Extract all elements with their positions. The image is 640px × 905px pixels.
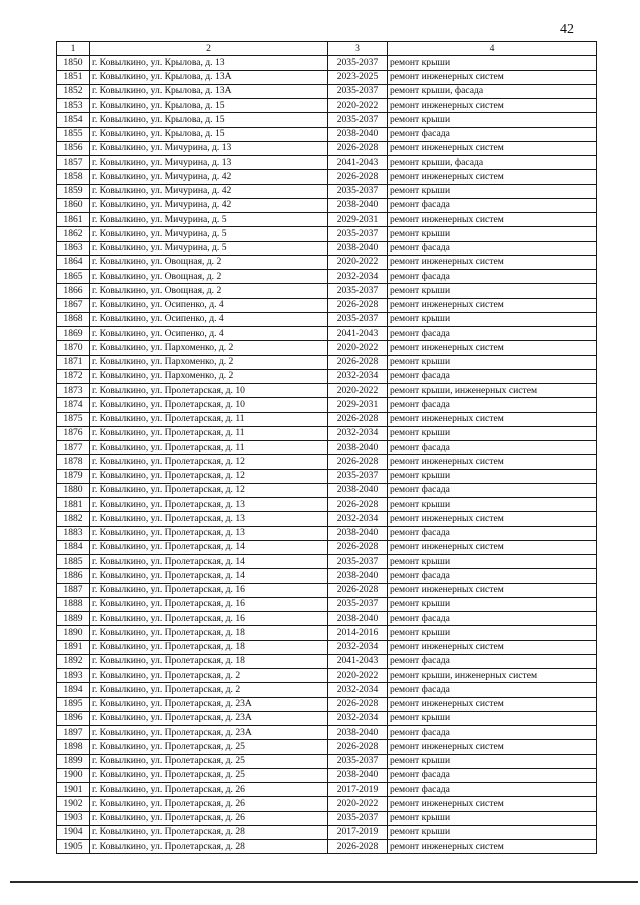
column-header-number: 1 [57, 42, 90, 56]
cell-address: г. Ковылкино, ул. Пролетарская, д. 11 [90, 426, 328, 440]
cell-row-number: 1892 [57, 654, 90, 668]
cell-work-type: ремонт фасада [388, 270, 597, 284]
cell-row-number: 1881 [57, 498, 90, 512]
table-row [57, 312, 597, 326]
cell-row-number: 1879 [57, 469, 90, 483]
column-header-period: 3 [328, 42, 388, 56]
cell-repair-period: 2026-2028 [328, 141, 388, 155]
cell-address: г. Ковылкино, ул. Пролетарская, д. 25 [90, 740, 328, 754]
cell-repair-period: 2035-2037 [328, 227, 388, 241]
table-row [57, 369, 597, 383]
cell-repair-period: 2035-2037 [328, 312, 388, 326]
cell-row-number: 1886 [57, 569, 90, 583]
cell-repair-period: 2014-2016 [328, 626, 388, 640]
cell-row-number: 1859 [57, 184, 90, 198]
table-row [57, 555, 597, 569]
table-row [57, 469, 597, 483]
cell-repair-period: 2041-2043 [328, 654, 388, 668]
cell-work-type: ремонт фасада [388, 241, 597, 255]
cell-address: г. Ковылкино, ул. Пролетарская, д. 23А [90, 726, 328, 740]
table-row [57, 583, 597, 597]
cell-address: г. Ковылкино, ул. Пролетарская, д. 12 [90, 455, 328, 469]
cell-row-number: 1850 [57, 56, 90, 70]
table-header [57, 42, 597, 56]
table-row [57, 683, 597, 697]
cell-row-number: 1903 [57, 811, 90, 825]
cell-work-type: ремонт инженерных систем [388, 412, 597, 426]
cell-repair-period: 2035-2037 [328, 284, 388, 298]
table-row [57, 569, 597, 583]
cell-row-number: 1894 [57, 683, 90, 697]
cell-repair-period: 2020-2022 [328, 341, 388, 355]
cell-address: г. Ковылкино, ул. Пролетарская, д. 25 [90, 768, 328, 782]
cell-repair-period: 2038-2040 [328, 526, 388, 540]
cell-work-type: ремонт фасада [388, 768, 597, 782]
cell-work-type: ремонт фасада [388, 612, 597, 626]
cell-address: г. Ковылкино, ул. Пролетарская, д. 10 [90, 398, 328, 412]
cell-row-number: 1870 [57, 341, 90, 355]
cell-row-number: 1857 [57, 156, 90, 170]
cell-repair-period: 2035-2037 [328, 56, 388, 70]
cell-repair-period: 2032-2034 [328, 426, 388, 440]
cell-row-number: 1888 [57, 597, 90, 611]
cell-work-type: ремонт крыши [388, 825, 597, 839]
cell-address: г. Ковылкино, ул. Мичурина, д. 42 [90, 198, 328, 212]
cell-row-number: 1867 [57, 298, 90, 312]
cell-work-type: ремонт крыши [388, 312, 597, 326]
cell-address: г. Ковылкино, ул. Пролетарская, д. 13 [90, 526, 328, 540]
cell-work-type: ремонт инженерных систем [388, 70, 597, 84]
cell-repair-period: 2020-2022 [328, 669, 388, 683]
cell-work-type: ремонт крыши, инженерных систем [388, 384, 597, 398]
cell-address: г. Ковылкино, ул. Пролетарская, д. 18 [90, 654, 328, 668]
cell-work-type: ремонт инженерных систем [388, 99, 597, 113]
cell-row-number: 1883 [57, 526, 90, 540]
cell-row-number: 1887 [57, 583, 90, 597]
cell-repair-period: 2026-2028 [328, 498, 388, 512]
cell-row-number: 1856 [57, 141, 90, 155]
cell-address: г. Ковылкино, ул. Пролетарская, д. 28 [90, 825, 328, 839]
table-row [57, 284, 597, 298]
table-row [57, 797, 597, 811]
cell-work-type: ремонт крыши [388, 469, 597, 483]
cell-work-type: ремонт крыши [388, 227, 597, 241]
cell-address: г. Ковылкино, ул. Пролетарская, д. 12 [90, 469, 328, 483]
table-row [57, 697, 597, 711]
cell-address: г. Ковылкино, ул. Пролетарская, д. 12 [90, 483, 328, 497]
cell-work-type: ремонт инженерных систем [388, 697, 597, 711]
table-row [57, 355, 597, 369]
cell-repair-period: 2038-2040 [328, 241, 388, 255]
cell-address: г. Ковылкино, ул. Пролетарская, д. 14 [90, 555, 328, 569]
cell-row-number: 1898 [57, 740, 90, 754]
cell-row-number: 1899 [57, 754, 90, 768]
table-row [57, 640, 597, 654]
cell-address: г. Ковылкино, ул. Крылова, д. 13А [90, 84, 328, 98]
cell-address: г. Ковылкино, ул. Овощная, д. 2 [90, 270, 328, 284]
cell-work-type: ремонт инженерных систем [388, 797, 597, 811]
cell-row-number: 1868 [57, 312, 90, 326]
cell-repair-period: 2029-2031 [328, 213, 388, 227]
cell-work-type: ремонт инженерных систем [388, 255, 597, 269]
cell-address: г. Ковылкино, ул. Осипенко, д. 4 [90, 327, 328, 341]
table-row [57, 498, 597, 512]
cell-address: г. Ковылкино, ул. Овощная, д. 2 [90, 255, 328, 269]
table-row [57, 213, 597, 227]
cell-repair-period: 2026-2028 [328, 355, 388, 369]
cell-row-number: 1873 [57, 384, 90, 398]
table-row [57, 654, 597, 668]
cell-address: г. Ковылкино, ул. Пархоменко, д. 2 [90, 341, 328, 355]
cell-repair-period: 2032-2034 [328, 270, 388, 284]
cell-row-number: 1877 [57, 441, 90, 455]
cell-work-type: ремонт инженерных систем [388, 455, 597, 469]
cell-work-type: ремонт крыши [388, 56, 597, 70]
cell-work-type: ремонт крыши, фасада [388, 84, 597, 98]
cell-row-number: 1862 [57, 227, 90, 241]
table-row [57, 726, 597, 740]
cell-repair-period: 2026-2028 [328, 455, 388, 469]
table-row [57, 384, 597, 398]
cell-work-type: ремонт крыши [388, 626, 597, 640]
table-row [57, 255, 597, 269]
table-row [57, 341, 597, 355]
cell-address: г. Ковылкино, ул. Мичурина, д. 42 [90, 184, 328, 198]
cell-row-number: 1874 [57, 398, 90, 412]
table-row [57, 811, 597, 825]
cell-address: г. Ковылкино, ул. Крылова, д. 15 [90, 99, 328, 113]
cell-repair-period: 2017-2019 [328, 825, 388, 839]
table-row [57, 127, 597, 141]
cell-row-number: 1851 [57, 70, 90, 84]
cell-repair-period: 2035-2037 [328, 754, 388, 768]
cell-row-number: 1866 [57, 284, 90, 298]
cell-work-type: ремонт инженерных систем [388, 512, 597, 526]
cell-work-type: ремонт крыши [388, 811, 597, 825]
cell-row-number: 1893 [57, 669, 90, 683]
cell-repair-period: 2026-2028 [328, 840, 388, 854]
cell-repair-period: 2035-2037 [328, 84, 388, 98]
cell-row-number: 1855 [57, 127, 90, 141]
page-number: 42 [560, 22, 574, 37]
cell-work-type: ремонт фасада [388, 683, 597, 697]
cell-row-number: 1869 [57, 327, 90, 341]
cell-row-number: 1885 [57, 555, 90, 569]
cell-repair-period: 2038-2040 [328, 768, 388, 782]
cell-address: г. Ковылкино, ул. Осипенко, д. 4 [90, 298, 328, 312]
cell-repair-period: 2026-2028 [328, 740, 388, 754]
cell-repair-period: 2038-2040 [328, 198, 388, 212]
cell-work-type: ремонт фасада [388, 398, 597, 412]
cell-work-type: ремонт инженерных систем [388, 213, 597, 227]
cell-repair-period: 2026-2028 [328, 583, 388, 597]
cell-work-type: ремонт инженерных систем [388, 840, 597, 854]
table-row [57, 56, 597, 70]
cell-address: г. Ковылкино, ул. Пролетарская, д. 18 [90, 640, 328, 654]
cell-address: г. Ковылкино, ул. Пархоменко, д. 2 [90, 369, 328, 383]
cell-work-type: ремонт инженерных систем [388, 583, 597, 597]
cell-row-number: 1902 [57, 797, 90, 811]
cell-work-type: ремонт инженерных систем [388, 170, 597, 184]
cell-work-type: ремонт крыши [388, 498, 597, 512]
cell-repair-period: 2017-2019 [328, 783, 388, 797]
cell-repair-period: 2026-2028 [328, 170, 388, 184]
cell-row-number: 1863 [57, 241, 90, 255]
cell-work-type: ремонт крыши [388, 184, 597, 198]
cell-repair-period: 2041-2043 [328, 327, 388, 341]
cell-address: г. Ковылкино, ул. Пролетарская, д. 26 [90, 783, 328, 797]
cell-work-type: ремонт фасада [388, 483, 597, 497]
cell-repair-period: 2032-2034 [328, 683, 388, 697]
cell-address: г. Ковылкино, ул. Крылова, д. 13А [90, 70, 328, 84]
table-row [57, 170, 597, 184]
cell-address: г. Ковылкино, ул. Осипенко, д. 4 [90, 312, 328, 326]
table-row [57, 198, 597, 212]
cell-row-number: 1860 [57, 198, 90, 212]
header-row [57, 42, 597, 56]
cell-repair-period: 2020-2022 [328, 797, 388, 811]
cell-repair-period: 2038-2040 [328, 483, 388, 497]
cell-repair-period: 2038-2040 [328, 441, 388, 455]
cell-address: г. Ковылкино, ул. Пролетарская, д. 10 [90, 384, 328, 398]
cell-work-type: ремонт инженерных систем [388, 540, 597, 554]
table-body [57, 56, 597, 854]
cell-work-type: ремонт крыши [388, 711, 597, 725]
cell-repair-period: 2026-2028 [328, 412, 388, 426]
cell-row-number: 1884 [57, 540, 90, 554]
cell-address: г. Ковылкино, ул. Крылова, д. 15 [90, 113, 328, 127]
cell-address: г. Ковылкино, ул. Пролетарская, д. 11 [90, 441, 328, 455]
cell-repair-period: 2035-2037 [328, 184, 388, 198]
cell-address: г. Ковылкино, ул. Пролетарская, д. 16 [90, 597, 328, 611]
table-row [57, 412, 597, 426]
table-row [57, 184, 597, 198]
cell-row-number: 1882 [57, 512, 90, 526]
cell-repair-period: 2020-2022 [328, 384, 388, 398]
cell-work-type: ремонт крыши [388, 355, 597, 369]
page-bottom-rule [10, 881, 638, 883]
cell-work-type: ремонт фасада [388, 327, 597, 341]
cell-row-number: 1858 [57, 170, 90, 184]
cell-row-number: 1853 [57, 99, 90, 113]
column-header-address: 2 [90, 42, 328, 56]
table-row [57, 99, 597, 113]
table-row [57, 768, 597, 782]
cell-address: г. Ковылкино, ул. Пархоменко, д. 2 [90, 355, 328, 369]
table-row [57, 141, 597, 155]
table-row [57, 740, 597, 754]
table-row [57, 398, 597, 412]
cell-repair-period: 2035-2037 [328, 597, 388, 611]
cell-repair-period: 2035-2037 [328, 811, 388, 825]
cell-address: г. Ковылкино, ул. Пролетарская, д. 26 [90, 811, 328, 825]
table-row [57, 327, 597, 341]
cell-row-number: 1854 [57, 113, 90, 127]
cell-work-type: ремонт крыши [388, 754, 597, 768]
cell-row-number: 1889 [57, 612, 90, 626]
cell-address: г. Ковылкино, ул. Крылова, д. 15 [90, 127, 328, 141]
table-row [57, 270, 597, 284]
cell-address: г. Ковылкино, ул. Пролетарская, д. 11 [90, 412, 328, 426]
table-row [57, 483, 597, 497]
cell-address: г. Ковылкино, ул. Пролетарская, д. 26 [90, 797, 328, 811]
cell-work-type: ремонт инженерных систем [388, 341, 597, 355]
cell-address: г. Ковылкино, ул. Мичурина, д. 42 [90, 170, 328, 184]
cell-row-number: 1876 [57, 426, 90, 440]
column-header-work-type: 4 [388, 42, 597, 56]
cell-repair-period: 2029-2031 [328, 398, 388, 412]
cell-repair-period: 2032-2034 [328, 369, 388, 383]
cell-repair-period: 2026-2028 [328, 540, 388, 554]
cell-repair-period: 2041-2043 [328, 156, 388, 170]
cell-repair-period: 2020-2022 [328, 255, 388, 269]
table-row [57, 612, 597, 626]
cell-work-type: ремонт инженерных систем [388, 298, 597, 312]
cell-address: г. Ковылкино, ул. Пролетарская, д. 14 [90, 540, 328, 554]
cell-address: г. Ковылкино, ул. Мичурина, д. 13 [90, 141, 328, 155]
cell-work-type: ремонт инженерных систем [388, 141, 597, 155]
cell-work-type: ремонт фасада [388, 654, 597, 668]
cell-row-number: 1901 [57, 783, 90, 797]
cell-repair-period: 2035-2037 [328, 469, 388, 483]
cell-work-type: ремонт фасада [388, 783, 597, 797]
cell-repair-period: 2032-2034 [328, 711, 388, 725]
cell-address: г. Ковылкино, ул. Пролетарская, д. 16 [90, 583, 328, 597]
cell-address: г. Ковылкино, ул. Овощная, д. 2 [90, 284, 328, 298]
table-row [57, 113, 597, 127]
cell-repair-period: 2038-2040 [328, 612, 388, 626]
cell-repair-period: 2038-2040 [328, 127, 388, 141]
cell-row-number: 1897 [57, 726, 90, 740]
cell-row-number: 1904 [57, 825, 90, 839]
cell-row-number: 1878 [57, 455, 90, 469]
cell-row-number: 1905 [57, 840, 90, 854]
table-row [57, 825, 597, 839]
table-row [57, 783, 597, 797]
cell-address: г. Ковылкино, ул. Пролетарская, д. 16 [90, 612, 328, 626]
cell-row-number: 1864 [57, 255, 90, 269]
table-row [57, 84, 597, 98]
table-row [57, 298, 597, 312]
cell-row-number: 1900 [57, 768, 90, 782]
cell-row-number: 1875 [57, 412, 90, 426]
cell-address: г. Ковылкино, ул. Пролетарская, д. 28 [90, 840, 328, 854]
cell-row-number: 1896 [57, 711, 90, 725]
cell-address: г. Ковылкино, ул. Мичурина, д. 5 [90, 227, 328, 241]
cell-work-type: ремонт фасада [388, 526, 597, 540]
cell-address: г. Ковылкино, ул. Мичурина, д. 13 [90, 156, 328, 170]
cell-repair-period: 2026-2028 [328, 697, 388, 711]
cell-work-type: ремонт крыши [388, 113, 597, 127]
cell-work-type: ремонт фасада [388, 198, 597, 212]
cell-work-type: ремонт крыши [388, 426, 597, 440]
cell-repair-period: 2023-2025 [328, 70, 388, 84]
cell-address: г. Ковылкино, ул. Крылова, д. 13 [90, 56, 328, 70]
cell-address: г. Ковылкино, ул. Пролетарская, д. 14 [90, 569, 328, 583]
cell-repair-period: 2026-2028 [328, 298, 388, 312]
cell-work-type: ремонт крыши [388, 284, 597, 298]
cell-row-number: 1891 [57, 640, 90, 654]
cell-address: г. Ковылкино, ул. Пролетарская, д. 25 [90, 754, 328, 768]
cell-address: г. Ковылкино, ул. Мичурина, д. 5 [90, 213, 328, 227]
cell-address: г. Ковылкино, ул. Пролетарская, д. 13 [90, 498, 328, 512]
table-row [57, 512, 597, 526]
cell-row-number: 1895 [57, 697, 90, 711]
cell-work-type: ремонт фасада [388, 726, 597, 740]
cell-row-number: 1865 [57, 270, 90, 284]
cell-row-number: 1880 [57, 483, 90, 497]
table-row [57, 455, 597, 469]
cell-address: г. Ковылкино, ул. Пролетарская, д. 13 [90, 512, 328, 526]
table-row [57, 241, 597, 255]
cell-address: г. Ковылкино, ул. Пролетарская, д. 23А [90, 711, 328, 725]
cell-address: г. Ковылкино, ул. Пролетарская, д. 18 [90, 626, 328, 640]
table-row [57, 540, 597, 554]
cell-repair-period: 2032-2034 [328, 640, 388, 654]
cell-row-number: 1890 [57, 626, 90, 640]
cell-row-number: 1852 [57, 84, 90, 98]
cell-work-type: ремонт фасада [388, 369, 597, 383]
cell-work-type: ремонт крыши, фасада [388, 156, 597, 170]
cell-work-type: ремонт крыши, инженерных систем [388, 669, 597, 683]
cell-address: г. Ковылкино, ул. Пролетарская, д. 2 [90, 683, 328, 697]
cell-row-number: 1871 [57, 355, 90, 369]
table-row [57, 426, 597, 440]
cell-work-type: ремонт фасада [388, 569, 597, 583]
table-row [57, 441, 597, 455]
repair-schedule-table [56, 41, 597, 854]
cell-repair-period: 2038-2040 [328, 569, 388, 583]
table-row [57, 669, 597, 683]
cell-work-type: ремонт фасада [388, 441, 597, 455]
table-row [57, 711, 597, 725]
cell-address: г. Ковылкино, ул. Мичурина, д. 5 [90, 241, 328, 255]
cell-row-number: 1861 [57, 213, 90, 227]
table-row [57, 754, 597, 768]
table-row [57, 526, 597, 540]
cell-repair-period: 2035-2037 [328, 113, 388, 127]
cell-row-number: 1872 [57, 369, 90, 383]
table-row [57, 227, 597, 241]
table-row [57, 626, 597, 640]
table-row [57, 597, 597, 611]
cell-repair-period: 2032-2034 [328, 512, 388, 526]
cell-work-type: ремонт крыши [388, 555, 597, 569]
cell-work-type: ремонт крыши [388, 597, 597, 611]
cell-address: г. Ковылкино, ул. Пролетарская, д. 2 [90, 669, 328, 683]
cell-repair-period: 2035-2037 [328, 555, 388, 569]
cell-work-type: ремонт инженерных систем [388, 740, 597, 754]
table-row [57, 70, 597, 84]
cell-work-type: ремонт инженерных систем [388, 640, 597, 654]
cell-work-type: ремонт фасада [388, 127, 597, 141]
cell-address: г. Ковылкино, ул. Пролетарская, д. 23А [90, 697, 328, 711]
cell-repair-period: 2038-2040 [328, 726, 388, 740]
cell-repair-period: 2020-2022 [328, 99, 388, 113]
table-row [57, 840, 597, 854]
table-row [57, 156, 597, 170]
